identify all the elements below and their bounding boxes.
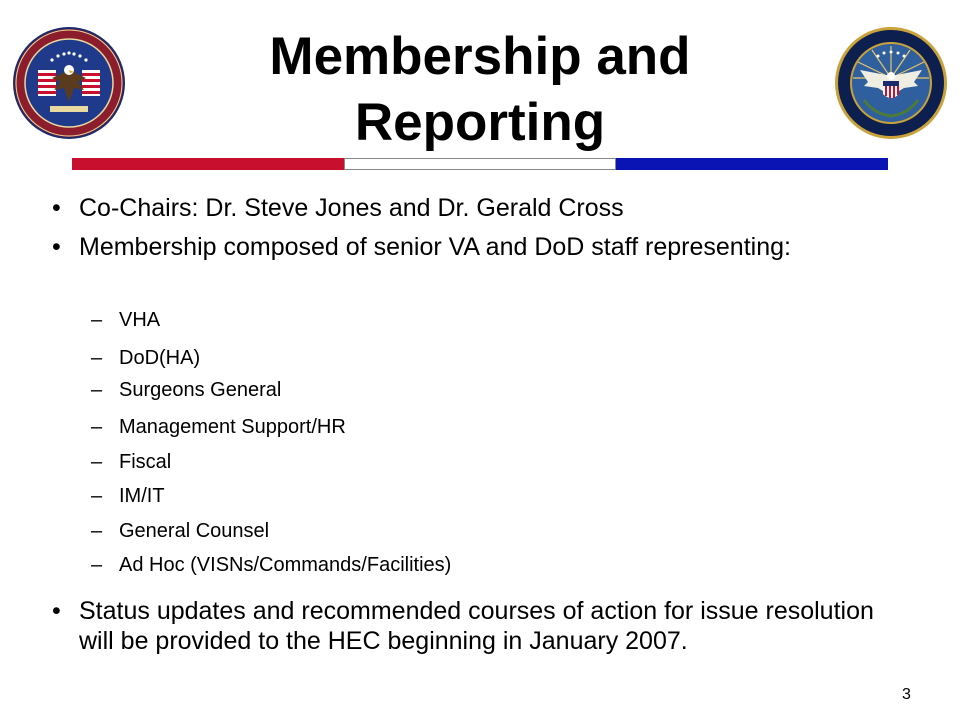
- bullet-text: Co-Chairs: Dr. Steve Jones and Dr. Gerald Cross: [79, 194, 624, 222]
- slide-title-line-1: Membership and: [269, 27, 691, 86]
- bullet-text: Status updates and recommended courses of action for issue resolution will be provided to the HEC beginning in January 2007.: [79, 597, 874, 655]
- bullet-text: Membership composed of senior VA and DoD staff representing:: [79, 233, 791, 261]
- page-number: 3: [902, 686, 911, 703]
- sub-item-dash: –: [91, 451, 103, 473]
- sub-item-text: IM/IT: [119, 485, 165, 507]
- sub-item-dash: –: [91, 416, 103, 438]
- sub-item-text: Management Support/HR: [119, 416, 346, 438]
- bullet-dot: •: [52, 194, 61, 222]
- sub-item-text: Fiscal: [119, 451, 172, 473]
- sub-item-text: General Counsel: [119, 520, 270, 542]
- sub-item-text: DoD(HA): [119, 347, 201, 369]
- bullet-dot: •: [52, 233, 61, 261]
- sub-item-dash: –: [91, 379, 103, 401]
- sub-item-dash: –: [91, 554, 103, 576]
- sub-item-dash: –: [91, 309, 103, 331]
- sub-item-text: VHA: [119, 309, 161, 331]
- sub-item-dash: –: [91, 520, 103, 542]
- sub-item-text: Ad Hoc (VISNs/Commands/Facilities): [119, 554, 452, 576]
- sub-item-dash: –: [91, 485, 103, 507]
- sub-item-text: Surgeons General: [119, 379, 282, 401]
- slide-title-line-2: Reporting: [354, 93, 606, 152]
- bullet-dot: •: [52, 597, 61, 625]
- sub-item-dash: –: [91, 347, 103, 369]
